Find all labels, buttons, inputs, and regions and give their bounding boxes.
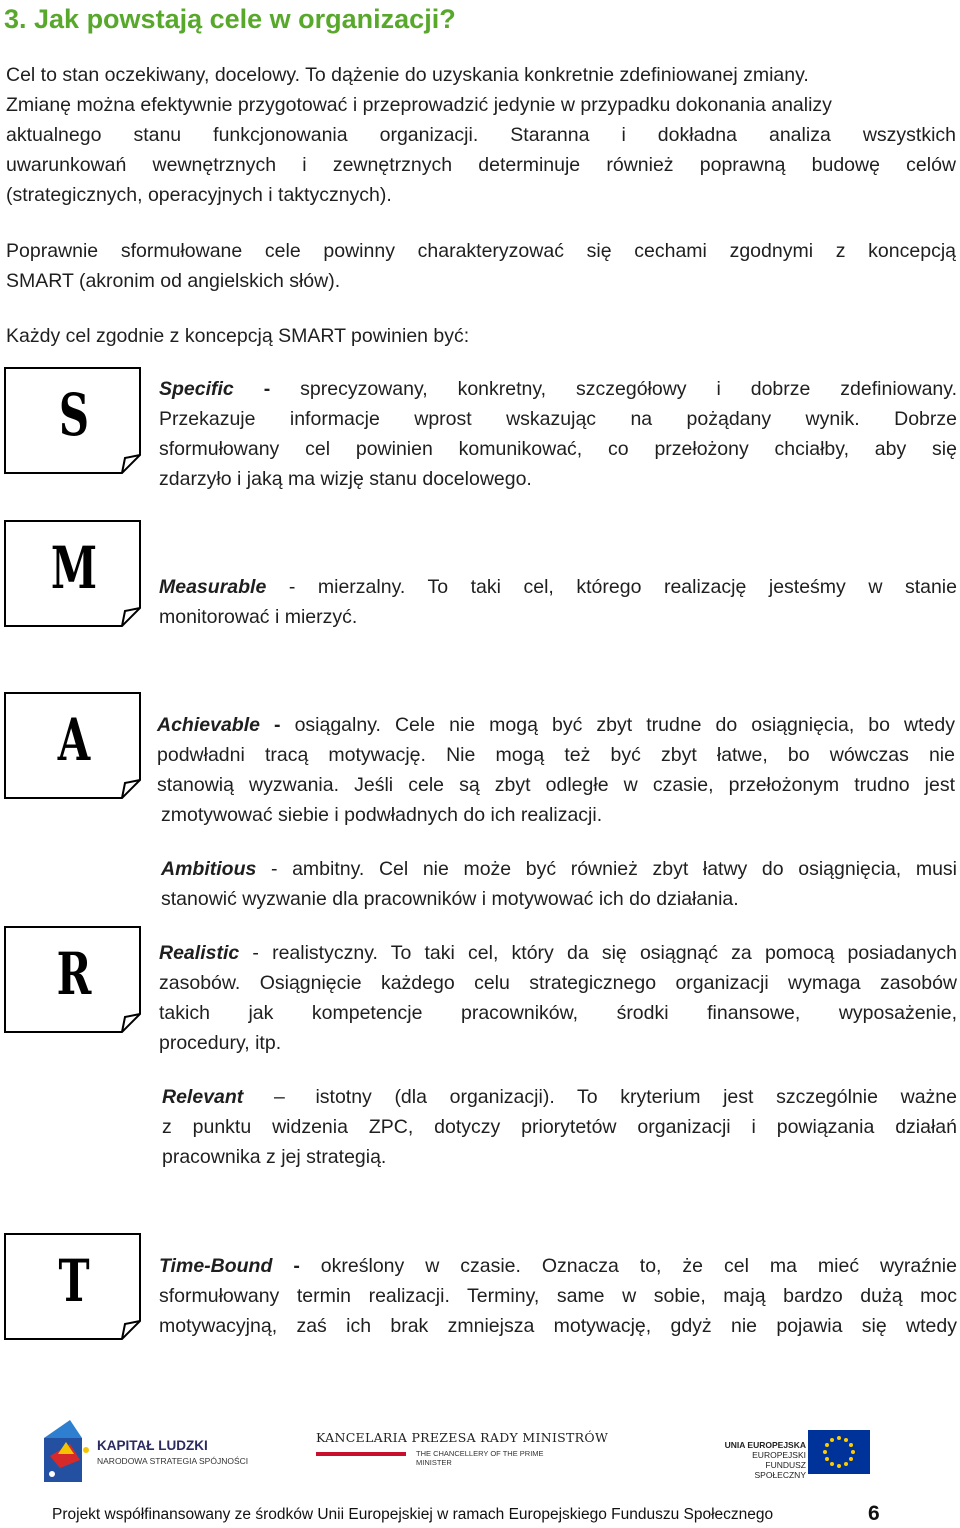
term-separator: - <box>256 858 293 880</box>
item-line: zmotywować siebie i podwładnych do ich realizacji. <box>161 804 603 826</box>
letter-r: R <box>56 940 92 1008</box>
term-separator: - <box>272 1255 321 1277</box>
kprm-red-bar <box>316 1452 406 1456</box>
item-line: podwładni tracą motywację. Nie mogą też być zbyt łatwe, bo wówczas nie <box>157 744 955 766</box>
smart-item-timebound <box>159 1251 957 1341</box>
term-separator: - <box>233 378 301 400</box>
ue-line: FUNDUSZ SPOŁECZNY <box>754 1460 806 1480</box>
item-line: realistyczny. To taki cel, który da się osiągnąć za pomocą posiadanych <box>272 942 957 964</box>
intro-line: Zmianę można efektywnie przygotować i przeprowadzić jedynie w przypadku dokonania analizy <box>6 94 832 116</box>
item-line: określony w czasie. Oznacza to, że cel ma mieć wyraźnie <box>320 1255 957 1277</box>
eu-stars-icon <box>808 1430 870 1474</box>
smart-lead: Każdy cel zgodnie z koncepcją SMART powinien być: <box>6 325 470 347</box>
smart-item-ambitious <box>161 854 957 914</box>
intro-line: (strategicznych, operacyjnych i taktycznych). <box>6 184 392 206</box>
letter-s: S <box>58 381 90 449</box>
smart-item-specific <box>159 374 957 494</box>
footer-text: Projekt współfinansowany ze środków Unii Europejskiej w ramach Europejskiego Funduszu Społecznego <box>52 1506 774 1523</box>
item-line: sformułowany cel powinien komunikować, co przełożony chciałby, aby się <box>159 438 957 460</box>
item-line: stanowią wyzwania. Jeśli cele są zbyt odległe w czasie, przełożonym trudno jest <box>157 774 955 796</box>
ue-line: UNIA EUROPEJSKA <box>724 1440 806 1450</box>
kprm-title: KANCELARIA PREZESA RADY MINISTRÓW <box>316 1430 609 1445</box>
item-line: stanowić wyzwanie dla pracowników i motywować ich do działania. <box>161 888 739 910</box>
page-number: 6 <box>868 1502 880 1525</box>
item-line: sprecyzowany, konkretny, szczegółowy i dobrze zdefiniowany. <box>300 378 957 400</box>
item-line: istotny (dla organizacji). To kryterium jest szczególnie ważne <box>315 1086 957 1108</box>
term-label: Achievable <box>157 714 260 736</box>
page-heading: 3. Jak powstają cele w organizacji? <box>4 4 456 34</box>
smart-item-achievable <box>157 710 955 830</box>
kprm-band <box>316 1449 580 1467</box>
item-line: monitorować i mierzyć. <box>159 606 358 628</box>
intro-paragraph <box>6 60 956 210</box>
item-line: Przekazuje informacje wprost wskazując na pożądany wynik. Dobrze <box>159 408 957 430</box>
letter-card-m <box>4 520 136 628</box>
item-line: takich jak kompetencje pracowników, środki finansowe, wyposażenie, <box>159 1002 957 1024</box>
term-separator: - <box>239 942 273 964</box>
letter-a: A <box>57 706 91 774</box>
letter-card-t <box>4 1233 136 1341</box>
term-separator: - <box>266 576 318 598</box>
smart-item-relevant <box>162 1082 957 1172</box>
ue-line: EUROPEJSKI <box>752 1450 806 1460</box>
smart-item-realistic <box>159 938 957 1058</box>
term-separator: - <box>259 714 295 736</box>
item-line: motywacyjną, zaś ich brak zmniejsza motywację, gdyż nie pojawia się wtedy <box>159 1315 957 1337</box>
item-line: sformułowany termin realizacji. Terminy, same w sobie, mają bardzo dużą moc <box>159 1285 957 1307</box>
ue-text <box>716 1440 806 1480</box>
item-line: osiągalny. Cele nie mogą być zbyt trudne do osiągnięcia, bo wtedy <box>294 714 955 736</box>
item-line: mierzalny. To taki cel, którego realizację jesteśmy w stanie <box>317 576 957 598</box>
kapital-ludzki-title: KAPITAŁ LUDZKI <box>97 1438 208 1453</box>
smart-intro-line: SMART (akronim od angielskich słów). <box>6 270 341 292</box>
item-line: ambitny. Cel nie może być również zbyt łatwy do osiągnięcia, musi <box>292 858 957 880</box>
kapital-ludzki-subtitle: NARODOWA STRATEGIA SPÓJNOŚCI <box>97 1456 249 1466</box>
smart-intro-line: Poprawnie sformułowane cele powinny charakteryzować się cechami zgodnymi z koncepcją <box>6 240 956 262</box>
letter-t: T <box>58 1247 90 1315</box>
eu-flag-icon <box>808 1430 870 1474</box>
term-label: Specific <box>159 378 234 400</box>
smart-item-measurable <box>159 572 957 632</box>
kapital-ludzki-emblem-icon <box>40 1416 100 1482</box>
smart-intro-paragraph <box>6 236 956 296</box>
kapital-ludzki-logo <box>40 1416 100 1482</box>
intro-line: Cel to stan oczekiwany, docelowy. To dążenie do uzyskania konkretnie zdefiniowanej zmiany. <box>6 64 809 86</box>
item-line: pracownika z jej strategią. <box>162 1146 387 1168</box>
letter-m: M <box>50 534 98 602</box>
intro-line: uwarunkowań wewnętrznych i zewnętrznych determinuje również poprawną budowę celów <box>6 154 956 176</box>
term-label: Time-Bound <box>159 1255 273 1277</box>
intro-line: aktualnego stanu funkcjonowania organizacji. Staranna i dokładna analiza wszystkich <box>6 124 956 146</box>
item-line: zasobów. Osiągnięcie każdego celu strategicznego organizacji wymaga zasobów <box>159 972 957 994</box>
term-label: Measurable <box>159 576 267 598</box>
kprm-subtitle: THE CHANCELLERY OF THE PRIME MINISTER <box>416 1449 544 1467</box>
term-label: Ambitious <box>161 858 257 880</box>
letter-card-s <box>4 367 136 475</box>
term-label: Relevant <box>162 1086 244 1108</box>
item-line: procedury, itp. <box>159 1032 282 1054</box>
letter-card-a <box>4 692 136 800</box>
sponsor-logos <box>0 1408 960 1488</box>
term-label: Realistic <box>159 942 240 964</box>
item-line: z punktu widzenia ZPC, dotyczy priorytetów organizacji i powiązania działań <box>162 1116 957 1138</box>
item-line: zdarzyło i jaką ma wizję stanu docelowego. <box>159 468 532 490</box>
letter-card-r <box>4 926 136 1034</box>
term-separator: – <box>251 1086 308 1108</box>
